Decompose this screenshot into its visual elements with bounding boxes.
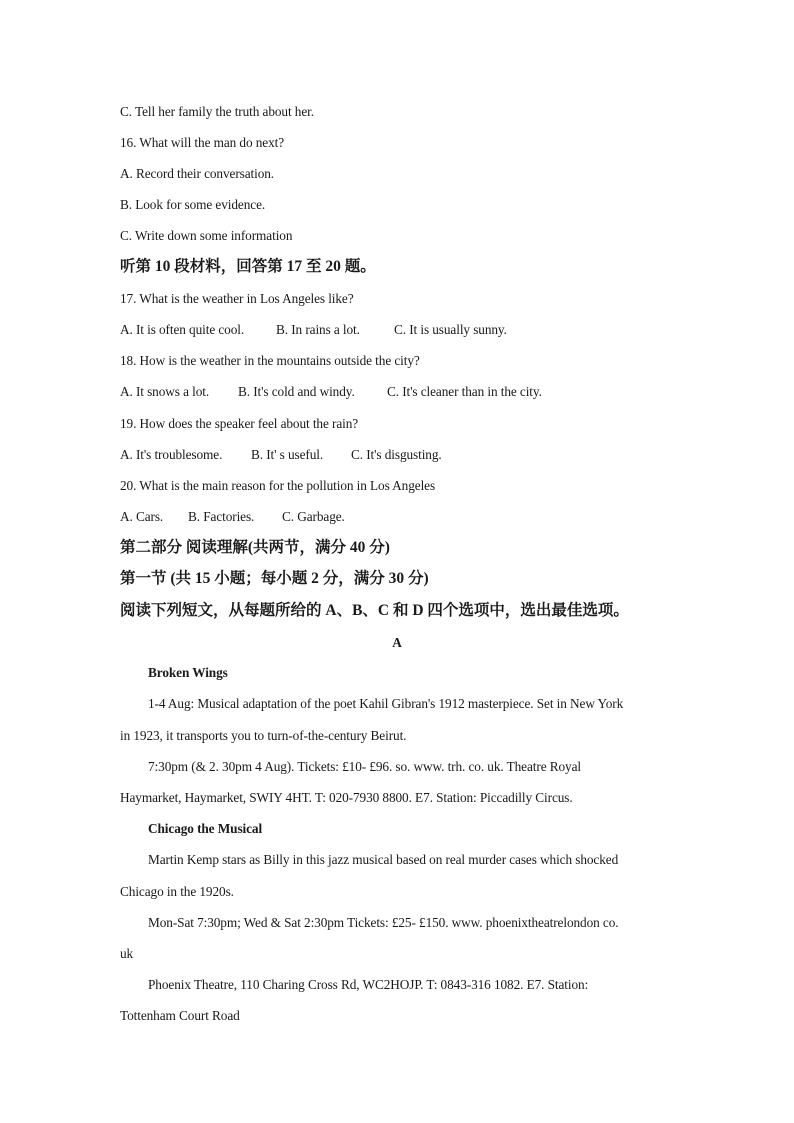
- q19-option-c: C. It's disgusting.: [351, 447, 442, 462]
- chicago-address-1: Phoenix Theatre, 110 Charing Cross Rd, WC2HOJP. T: 0843-316 1082. E7. Station:: [148, 977, 589, 992]
- q20-option-c: C. Garbage.: [282, 509, 345, 524]
- q19-option-a: A. It's troublesome.: [120, 447, 223, 462]
- broken-wings-info-2: Haymarket, Haymarket, SWIY 4HT. T: 020-7930 8800. E7. Station: Piccadilly Circus.: [120, 790, 573, 805]
- q18-question: 18. How is the weather in the mountains outside the city?: [120, 353, 420, 368]
- q18-option-c: C. It's cleaner than in the city.: [387, 384, 542, 399]
- chicago-address-2: Tottenham Court Road: [120, 1008, 240, 1023]
- q19-question: 19. How does the speaker feel about the rain?: [120, 416, 359, 431]
- chicago-desc-1: Martin Kemp stars as Billy in this jazz musical based on real murder cases which shocked: [148, 852, 619, 867]
- q20-option-a: A. Cars.: [120, 509, 164, 524]
- q19-option-b: B. It' s useful.: [251, 447, 324, 462]
- q17-option-b: B. In rains a lot.: [276, 322, 360, 337]
- q20-question: 20. What is the main reason for the pollution in Los Angeles: [120, 478, 436, 493]
- q16-option-a: A. Record their conversation.: [120, 166, 275, 181]
- chicago-times-2: uk: [120, 946, 134, 961]
- chicago-desc-2: Chicago in the 1920s.: [120, 884, 234, 899]
- section1-heading: 第一节 (共 15 小题；每小题 2 分，满分 30 分): [120, 570, 429, 587]
- q16-option-c: C. Write down some information: [120, 228, 293, 243]
- q17-option-a: A. It is often quite cool.: [120, 322, 245, 337]
- q16-option-b: B. Look for some evidence.: [120, 197, 266, 212]
- broken-wings-desc-2: in 1923, it transports you to turn-of-the-century Beirut.: [120, 728, 407, 743]
- part2-heading: 第二部分 阅读理解(共两节，满分 40 分): [120, 539, 390, 556]
- q18-option-b: B. It's cold and windy.: [238, 384, 355, 399]
- broken-wings-title: Broken Wings: [148, 665, 228, 680]
- broken-wings-desc-1: 1-4 Aug: Musical adaptation of the poet Kahil Gibran's 1912 masterpiece. Set in New York: [148, 696, 624, 711]
- reading-instruction: 阅读下列短文，从每题所给的 A、B、C 和 D 四个选项中，选出最佳选项。: [120, 602, 629, 619]
- q17-option-c: C. It is usually sunny.: [394, 322, 507, 337]
- broken-wings-info-1: 7:30pm (& 2. 30pm 4 Aug). Tickets: £10- £96. so. www. trh. co. uk. Theatre Royal: [148, 759, 581, 774]
- section-heading-10: 听第 10 段材料，回答第 17 至 20 题。: [120, 258, 376, 275]
- q20-option-b: B. Factories.: [188, 509, 255, 524]
- passage-label: A: [392, 635, 402, 650]
- chicago-title: Chicago the Musical: [148, 821, 263, 836]
- chicago-times-1: Mon-Sat 7:30pm; Wed & Sat 2:30pm Tickets: £25- £150. www. phoenixtheatrelondon co.: [148, 915, 619, 930]
- q17-question: 17. What is the weather in Los Angeles like?: [120, 291, 354, 306]
- q18-option-a: A. It snows a lot.: [120, 384, 210, 399]
- q16-question: 16. What will the man do next?: [120, 135, 285, 150]
- q15-option-c: C. Tell her family the truth about her.: [120, 104, 314, 119]
